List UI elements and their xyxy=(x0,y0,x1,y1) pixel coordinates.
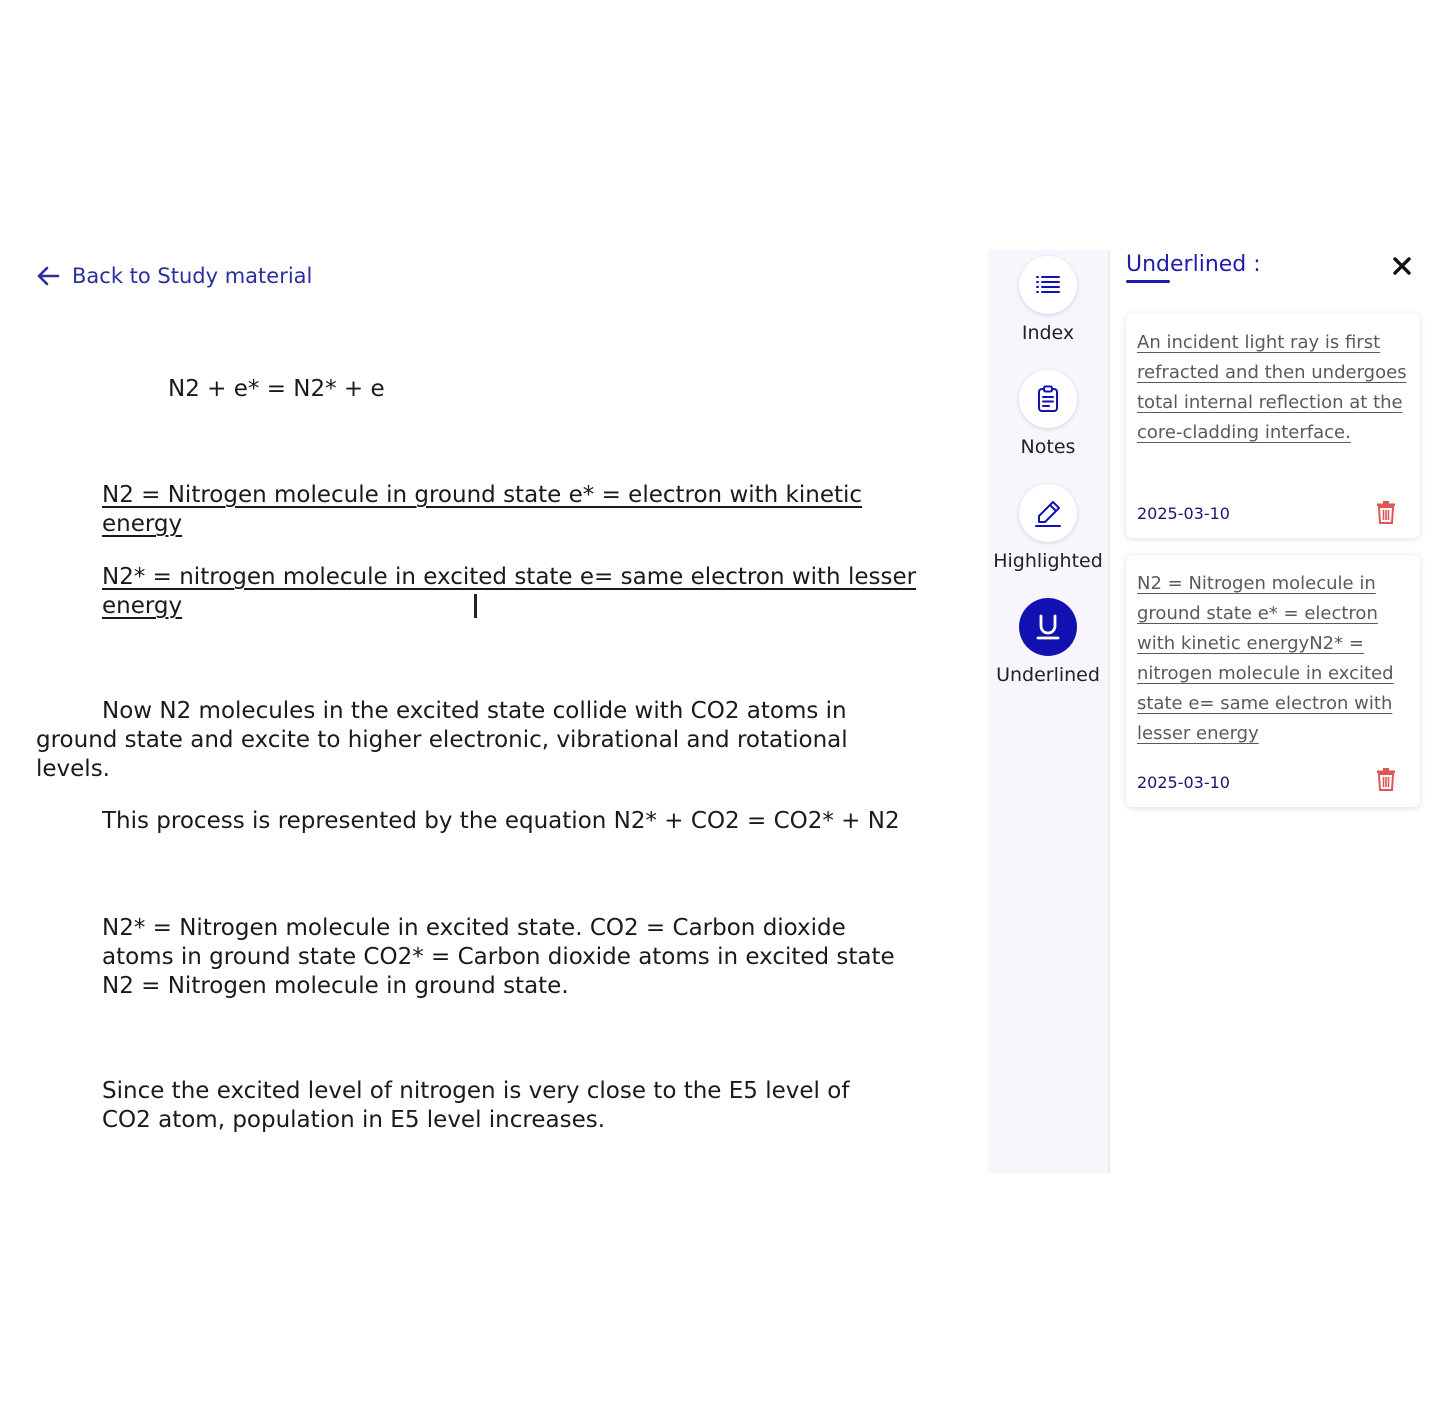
toolbar-notes-button[interactable] xyxy=(988,370,1108,458)
trash-icon[interactable] xyxy=(1375,500,1397,524)
underlined-panel xyxy=(1110,250,1437,1173)
underlined-card-date: 2025-03-10 xyxy=(1137,504,1230,523)
panel-title: Underlined : xyxy=(1126,252,1261,277)
toolbar-index-label: Index xyxy=(1021,322,1075,344)
underlined-card-date: 2025-03-10 xyxy=(1137,773,1230,792)
toolbar-underlined-label: Underlined xyxy=(996,664,1100,686)
toolbar-highlighted-label: Highlighted xyxy=(993,550,1103,572)
underline-icon xyxy=(1033,612,1063,642)
text-cursor xyxy=(474,594,477,618)
toolbar-underlined-button[interactable] xyxy=(988,598,1108,686)
paragraph-1[interactable]: Now N2 molecules in the excited state collide with CO2 atoms in ground state and excite to higher electronic, vibrational and rotational levels. xyxy=(36,698,848,782)
notes-icon-circle xyxy=(1019,370,1077,428)
index-icon-circle xyxy=(1019,256,1077,314)
back-to-study-material-link[interactable] xyxy=(34,262,312,290)
underlined-card-text[interactable]: An incident light ray is first refracted and then undergoes total internal reflection at the core-cladding interface. xyxy=(1137,332,1407,443)
underlined-text-2[interactable]: N2* = nitrogen molecule in excited state e= same electron with lesser energy xyxy=(102,564,917,619)
toolbar-index-button[interactable] xyxy=(988,256,1108,344)
paragraph-4[interactable]: Since the excited level of nitrogen is very close to the E5 level of CO2 atom, population in E5 level increases. xyxy=(102,1078,850,1133)
list-icon xyxy=(1033,270,1063,300)
highlighter-icon xyxy=(1033,498,1063,528)
side-toolbar xyxy=(988,250,1110,1173)
underlined-icon-circle xyxy=(1019,598,1077,656)
toolbar-notes-label: Notes xyxy=(1020,436,1076,458)
trash-icon[interactable] xyxy=(1375,767,1397,791)
back-link-label: Back to Study material xyxy=(72,264,313,288)
paragraph-2[interactable]: This process is represented by the equation N2* + CO2 = CO2* + N2 xyxy=(102,808,900,834)
close-icon[interactable] xyxy=(1390,254,1414,278)
underlined-card-text[interactable]: N2 = Nitrogen molecule in ground state e* = electron with kinetic energyN2* = nitrogen molecule in excited state e= same electron with lesser energy xyxy=(1137,573,1394,744)
underlined-text-1[interactable]: N2 = Nitrogen molecule in ground state e* = electron with kinetic energy xyxy=(102,482,863,537)
highlighted-icon-circle xyxy=(1019,484,1077,542)
paragraph-3[interactable]: N2* = Nitrogen molecule in excited state. CO2 = Carbon dioxide atoms in ground state CO2* = Carbon dioxide atoms in excited state N2 = Nitrogen molecule in ground state. xyxy=(102,915,895,999)
clipboard-icon xyxy=(1033,384,1063,414)
arrow-left-icon xyxy=(34,262,62,290)
underlined-card[interactable] xyxy=(1126,555,1420,807)
toolbar-highlighted-button[interactable] xyxy=(988,484,1108,572)
panel-title-underline xyxy=(1126,280,1170,283)
underlined-card[interactable] xyxy=(1126,314,1420,538)
equation-line: N2 + e* = N2* + e xyxy=(168,376,385,402)
